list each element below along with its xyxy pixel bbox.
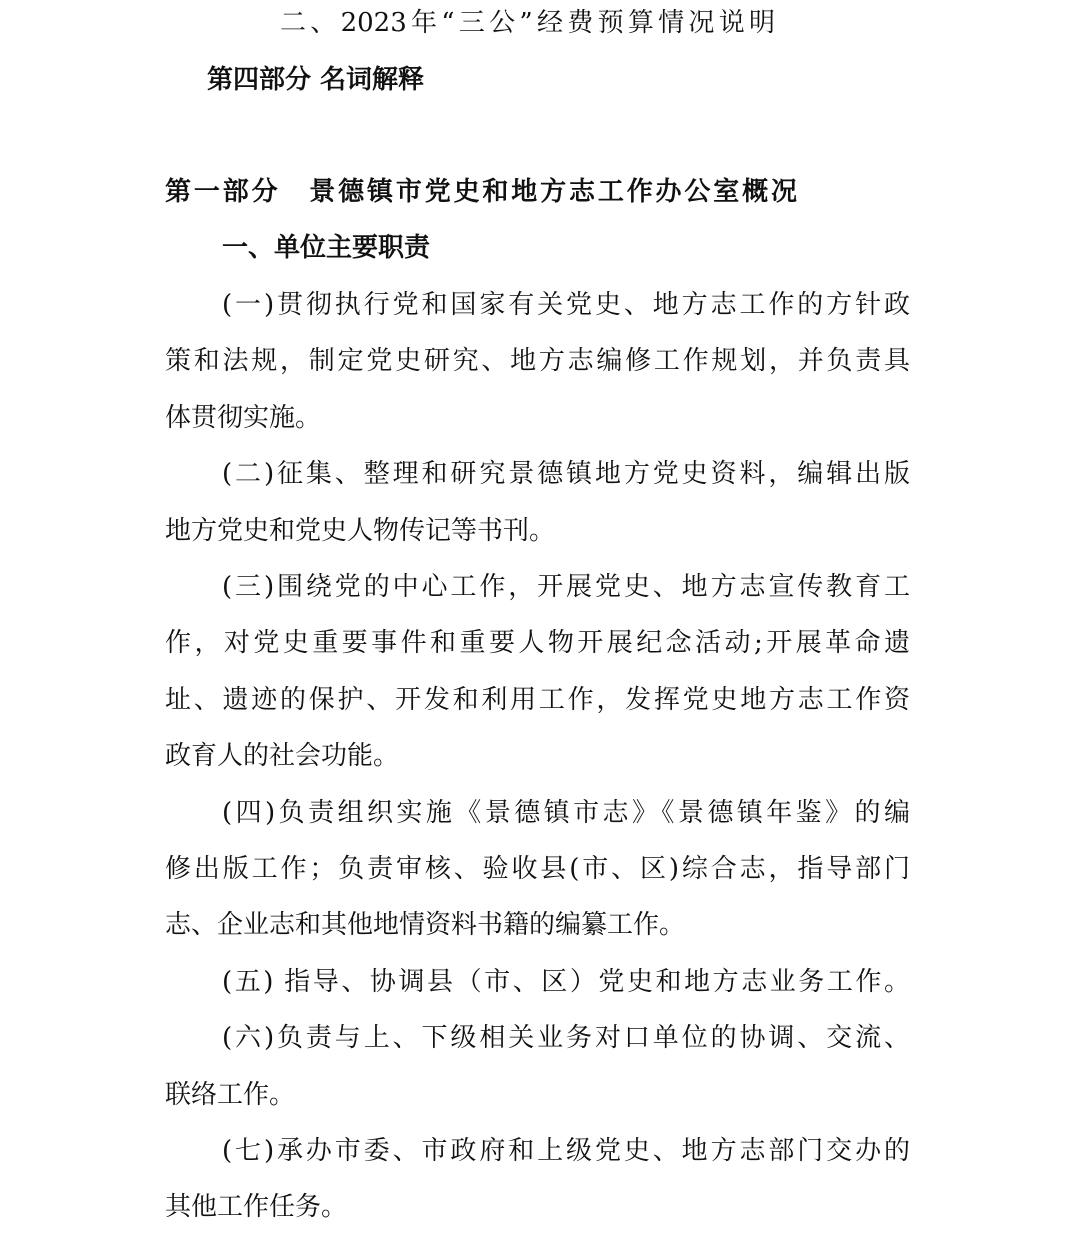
duty-item-continuation: 政育人的社会功能。 <box>165 741 400 771</box>
toc-part-four: 第四部分 名词解释 <box>207 65 425 95</box>
duty-item-continuation: 址、遗迹的保护、开发和利用工作，发挥党史地方志工作资 <box>165 685 910 715</box>
duty-item-line: (一)贯彻执行党和国家有关党史、地方志工作的方针政 <box>222 290 910 320</box>
duty-item-continuation: 策和法规，制定党史研究、地方志编修工作规划，并负责具 <box>165 346 910 376</box>
duty-item-line: (七)承办市委、市政府和上级党史、地方志部门交办的 <box>222 1136 910 1166</box>
section-title-duties: 一、单位主要职责 <box>222 233 431 263</box>
duty-item-continuation: 联络工作。 <box>165 1080 296 1110</box>
duty-item-continuation: 作，对党史重要事件和重要人物开展纪念活动;开展革命遗 <box>165 628 910 658</box>
toc-item-three-public-funds: 二、2023年“三公”经费预算情况说明 <box>280 8 775 38</box>
duty-item-line: (五) 指导、协调县（市、区）党史和地方志业务工作。 <box>222 967 910 997</box>
duty-item-line: (六)负责与上、下级相关业务对口单位的协调、交流、 <box>222 1023 910 1053</box>
duty-item-continuation: 志、企业志和其他地情资料书籍的编纂工作。 <box>165 910 686 940</box>
duty-item-continuation: 修出版工作；负责审核、验收县(市、区)综合志，指导部门 <box>165 854 910 884</box>
duty-item-continuation: 地方党史和党史人物传记等书刊。 <box>165 516 556 546</box>
duty-item-continuation: 体贯彻实施。 <box>165 403 322 433</box>
duty-item-line: (四)负责组织实施《景德镇市志》《景德镇年鉴》的编 <box>222 798 910 828</box>
duty-item-continuation: 其他工作任务。 <box>165 1192 348 1222</box>
part-one-title: 第一部分 景德镇市党史和地方志工作办公室概况 <box>165 177 797 207</box>
duty-item-line: (二)征集、整理和研究景德镇地方党史资料，编辑出版 <box>222 459 910 489</box>
duty-item-line: (三)围绕党的中心工作，开展党史、地方志宣传教育工 <box>222 572 910 602</box>
